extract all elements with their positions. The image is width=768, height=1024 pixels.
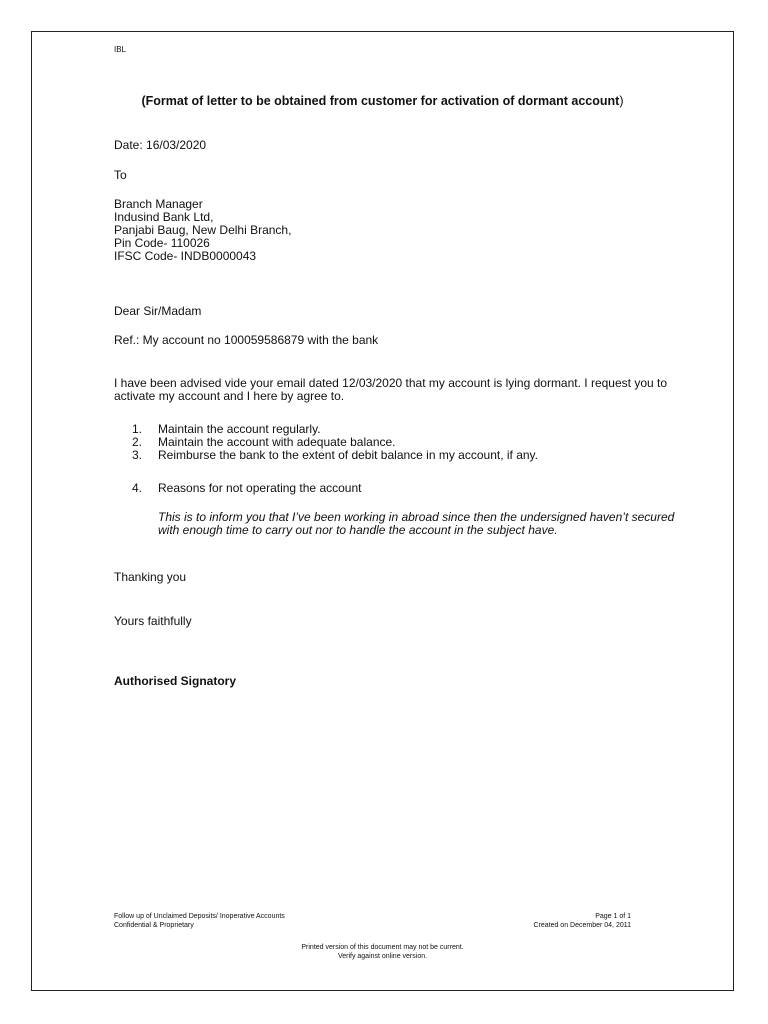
list-item-reasons: [132, 482, 361, 495]
address-line: Pin Code- 110026: [114, 236, 210, 250]
signatory-label: Authorised Signatory: [114, 674, 237, 688]
address-line: Branch Manager: [114, 197, 203, 211]
list-text: Maintain the account with adequate balance.: [158, 435, 396, 449]
footer-confidential: Confidential & Proprietary: [114, 921, 194, 929]
address-line: Indusind Bank Ltd,: [114, 210, 214, 224]
title-text: (Format of letter to be obtained from customer for activation of dormant account: [141, 94, 620, 108]
document-page: [31, 31, 734, 991]
to-label: To: [114, 168, 127, 182]
list-number: 2.: [132, 435, 143, 449]
document-title: [32, 94, 733, 108]
list-item: [132, 449, 538, 462]
letter-date: Date: 16/03/2020: [114, 138, 207, 152]
salutation: Dear Sir/Madam: [114, 304, 202, 318]
reason-text: This is to inform you that I’ve been working in abroad since then the undersigned haven’t secured with enough time to carry out nor to handle the account in the subject have.: [158, 510, 675, 537]
footer-doc-title: Follow up of Unclaimed Deposits/ Inoperative Accounts: [114, 913, 285, 920]
footer-created-date: Created on December 04, 2011: [533, 921, 631, 929]
list-number: 4.: [132, 481, 143, 495]
title-closing: ): [619, 94, 624, 108]
list-number: 3.: [132, 448, 143, 462]
address-line: Panjabi Baug, New Delhi Branch,: [114, 223, 292, 237]
closing-yours: Yours faithfully: [114, 614, 192, 628]
closing-thanks: Thanking you: [114, 570, 187, 584]
body-paragraph: I have been advised vide your email dated 12/03/2020 that my account is lying dormant. I request you to activate my account and I here by agree to.: [114, 376, 668, 403]
list-number: 1.: [132, 422, 143, 436]
footer-center: [32, 944, 733, 961]
footer-print-notice: Printed version of this document may not be current.: [301, 944, 464, 951]
footer-right: [533, 913, 631, 930]
list-text: Reimburse the bank to the extent of debit balance in my account, if any.: [158, 448, 538, 462]
footer-verify-notice: Verify against online version.: [337, 952, 428, 960]
reference-line: Ref.: My account no 100059586879 with the bank: [114, 333, 379, 347]
header-label: IBL: [114, 45, 127, 54]
footer-left: [114, 913, 285, 930]
address-line: IFSC Code- INDB0000043: [114, 249, 257, 263]
footer-page-number: Page 1 of 1: [595, 913, 631, 920]
agreement-list: [132, 423, 538, 462]
list-text: Reasons for not operating the account: [158, 481, 362, 495]
recipient-address: [114, 198, 291, 263]
list-text: Maintain the account regularly.: [158, 422, 321, 436]
